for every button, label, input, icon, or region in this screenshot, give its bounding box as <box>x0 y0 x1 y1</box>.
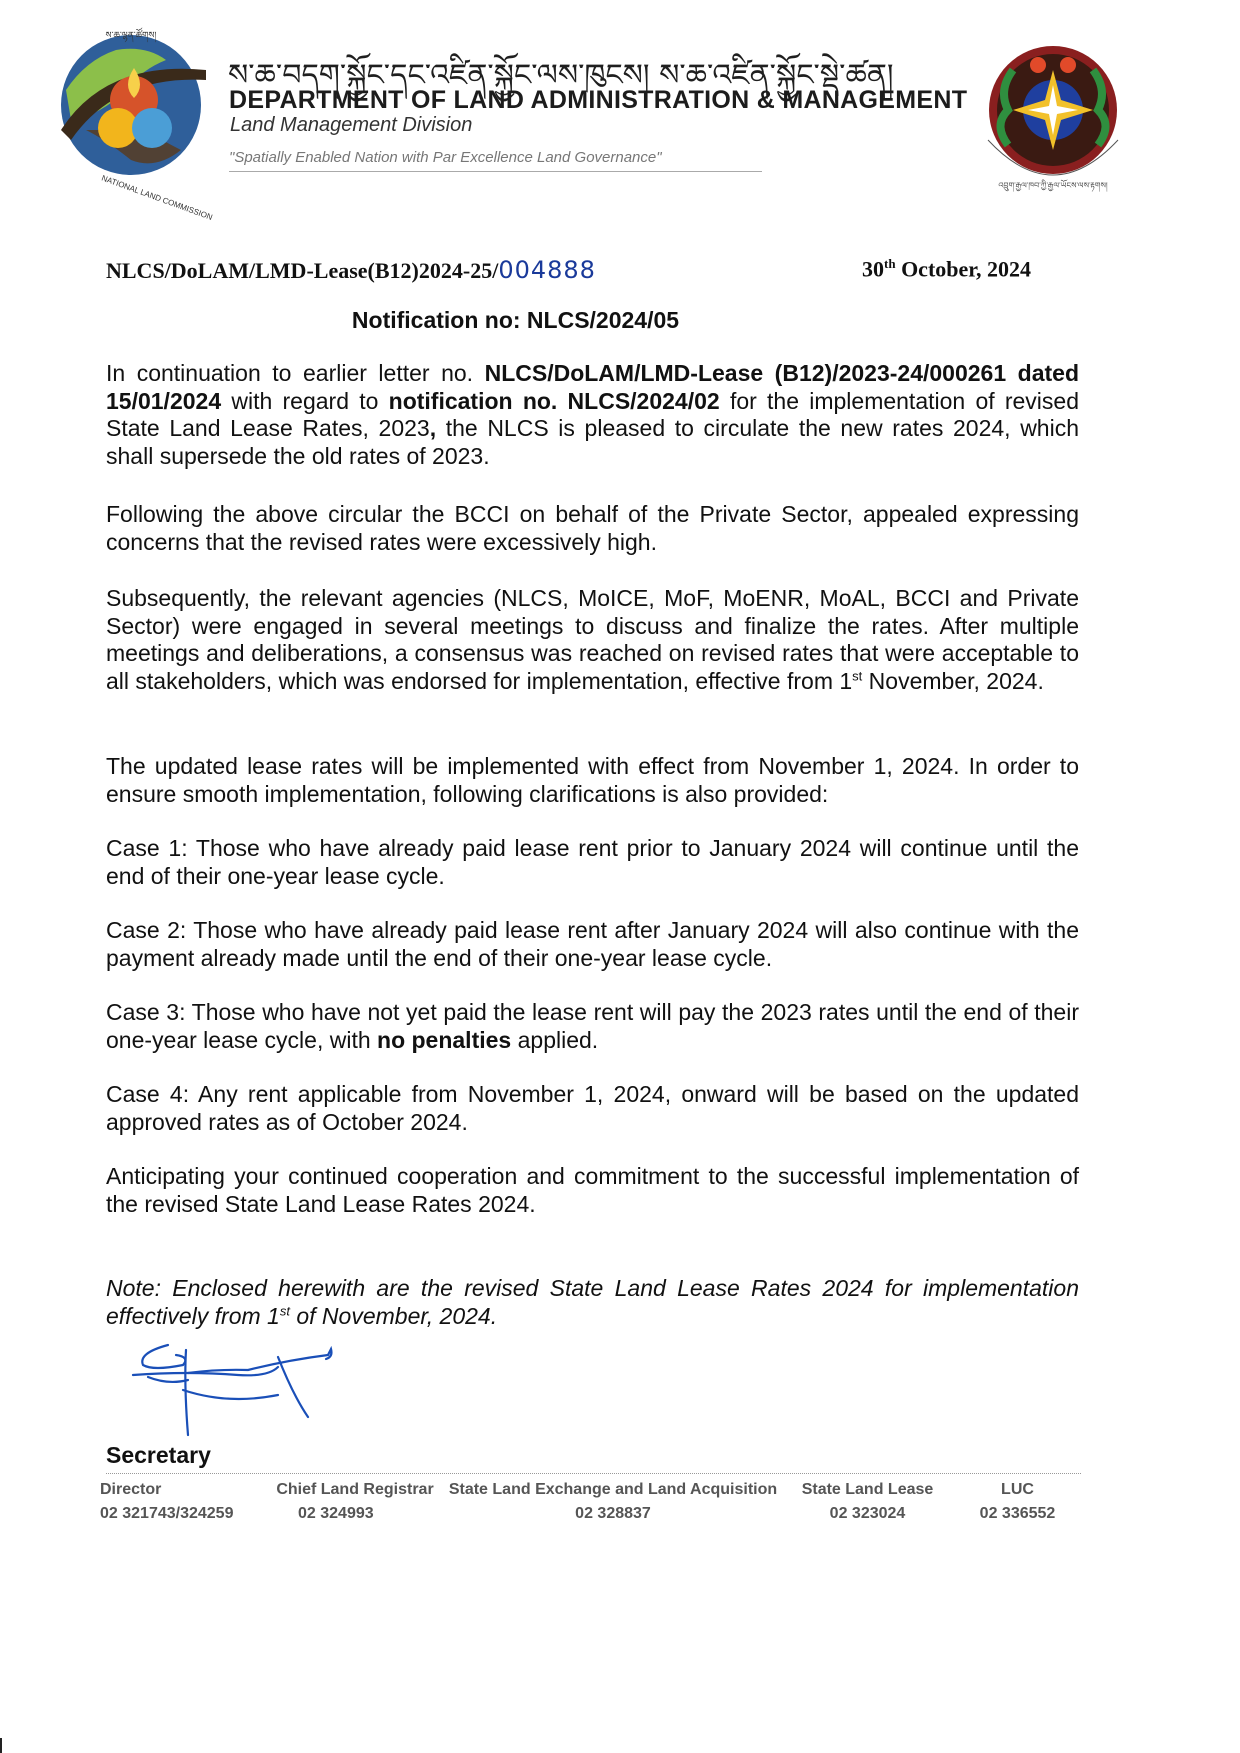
handwritten-signature <box>128 1335 348 1440</box>
logo-caption: NATIONAL LAND COMMISSION <box>100 173 214 223</box>
header-divider <box>229 171 762 172</box>
reference-number: NLCS/DoLAM/LMD-Lease(B12)2024-25/004888 <box>106 256 596 284</box>
motto: "Spatially Enabled Nation with Par Excellence Land Governance" <box>229 149 662 166</box>
case-2: Case 2: Those who have already paid lease rent after January 2024 will also continue with the payment already made until the end of their one-year lease cycle. <box>106 917 1079 971</box>
paragraph-implementation: The updated lease rates will be implemented with effect from November 1, 2024. In order to ensure smooth implementation, following clarifications is also provided: <box>106 753 1079 807</box>
contact-chief-land-registrar: Chief Land Registrar 02 324993 <box>276 1481 434 1522</box>
svg-text:འབྲུག་རྒྱལ་ཁབ་ཀྱི་རྒྱལ་ཡོངས་ལས: འབྲུག་རྒྱལ་ཁབ་ཀྱི་རྒྱལ་ཡོངས་ལས་རྟགས། <box>998 181 1108 190</box>
national-emblem <box>968 30 1138 200</box>
case-1: Case 1: Those who have already paid lease rent prior to January 2024 will continue until the end of their one-year lease cycle. <box>106 835 1079 889</box>
signatory-title: Secretary <box>106 1442 211 1468</box>
letter-date: 30th October, 2024 <box>862 256 1032 282</box>
department-title: DEPARTMENT OF LAND ADMINISTRATION & MANAGEMENT <box>229 86 968 114</box>
closing-paragraph: Anticipating your continued cooperation and commitment to the successful implementation of the revised State Land Lease Rates 2024. <box>106 1163 1079 1217</box>
notification-title: Notification no: NLCS/2024/05 <box>351 307 680 333</box>
dzongkha-title: ས་ཆ་བདག་སྐྱོང་དང་འཛིན་སྐྱོང་ལས་ཁུངས། ས་ཆ་འཛིན་སྐྱོང་སྡེ་ཚན། <box>228 58 894 93</box>
contact-state-land-lease: State Land Lease 02 323024 <box>801 1481 934 1522</box>
paragraph-consultations: Subsequently, the relevant agencies (NLCS, MoICE, MoF, MoENR, MoAL, BCCI and Private Sector) were engaged in several meetings to discuss and finalize the rates. After multiple meetings and deliberations, a consensus was reached on revised rates that were acceptable to all stakeholders, which was endorsed for implementation, effective from 1st November, 2024. <box>106 585 1079 694</box>
svg-text:ས་ཆ་ལྷན་ཚོགས།: ས་ཆ་ལྷན་ཚོགས། <box>105 31 157 41</box>
footer-divider <box>106 1473 1081 1474</box>
case-3: Case 3: Those who have not yet paid the lease rent will pay the 2023 rates until the end of their one-year lease cycle, with no penalties applied. <box>106 999 1079 1053</box>
contact-director: Director 02 321743/324259 <box>100 1481 234 1522</box>
paragraph-continuation: In continuation to earlier letter no. NLCS/DoLAM/LMD-Lease (B12)/2023-24/000261 dated 15/01/2024 with regard to notification no. NLCS/2024/02 for the implementation of revised State Land Lease Rates, 2023, the NLCS is pleased to circulate the new rates 2024, which shall supersede the old rates of 2023. <box>106 360 1080 469</box>
scan-edge-mark <box>0 1738 2 1753</box>
handwritten-dispatch-number: 004888 <box>498 256 596 284</box>
contact-land-exchange: State Land Exchange and Land Acquisition 02 328837 <box>448 1481 778 1522</box>
enclosure-note: Note: Enclosed herewith are the revised State Land Lease Rates 2024 for implementation effectively from 1st of November, 2024. <box>106 1275 1079 1329</box>
national-land-commission-logo <box>46 20 216 223</box>
case-4: Case 4: Any rent applicable from November 1, 2024, onward will be based on the updated approved rates as of October 2024. <box>106 1081 1079 1135</box>
contact-luc: LUC 02 336552 <box>979 1481 1056 1522</box>
paragraph-bcci-appeal: Following the above circular the BCCI on behalf of the Private Sector, appealed expressing concerns that the revised rates were excessively high. <box>106 501 1079 555</box>
division-name: Land Management Division <box>230 114 473 136</box>
